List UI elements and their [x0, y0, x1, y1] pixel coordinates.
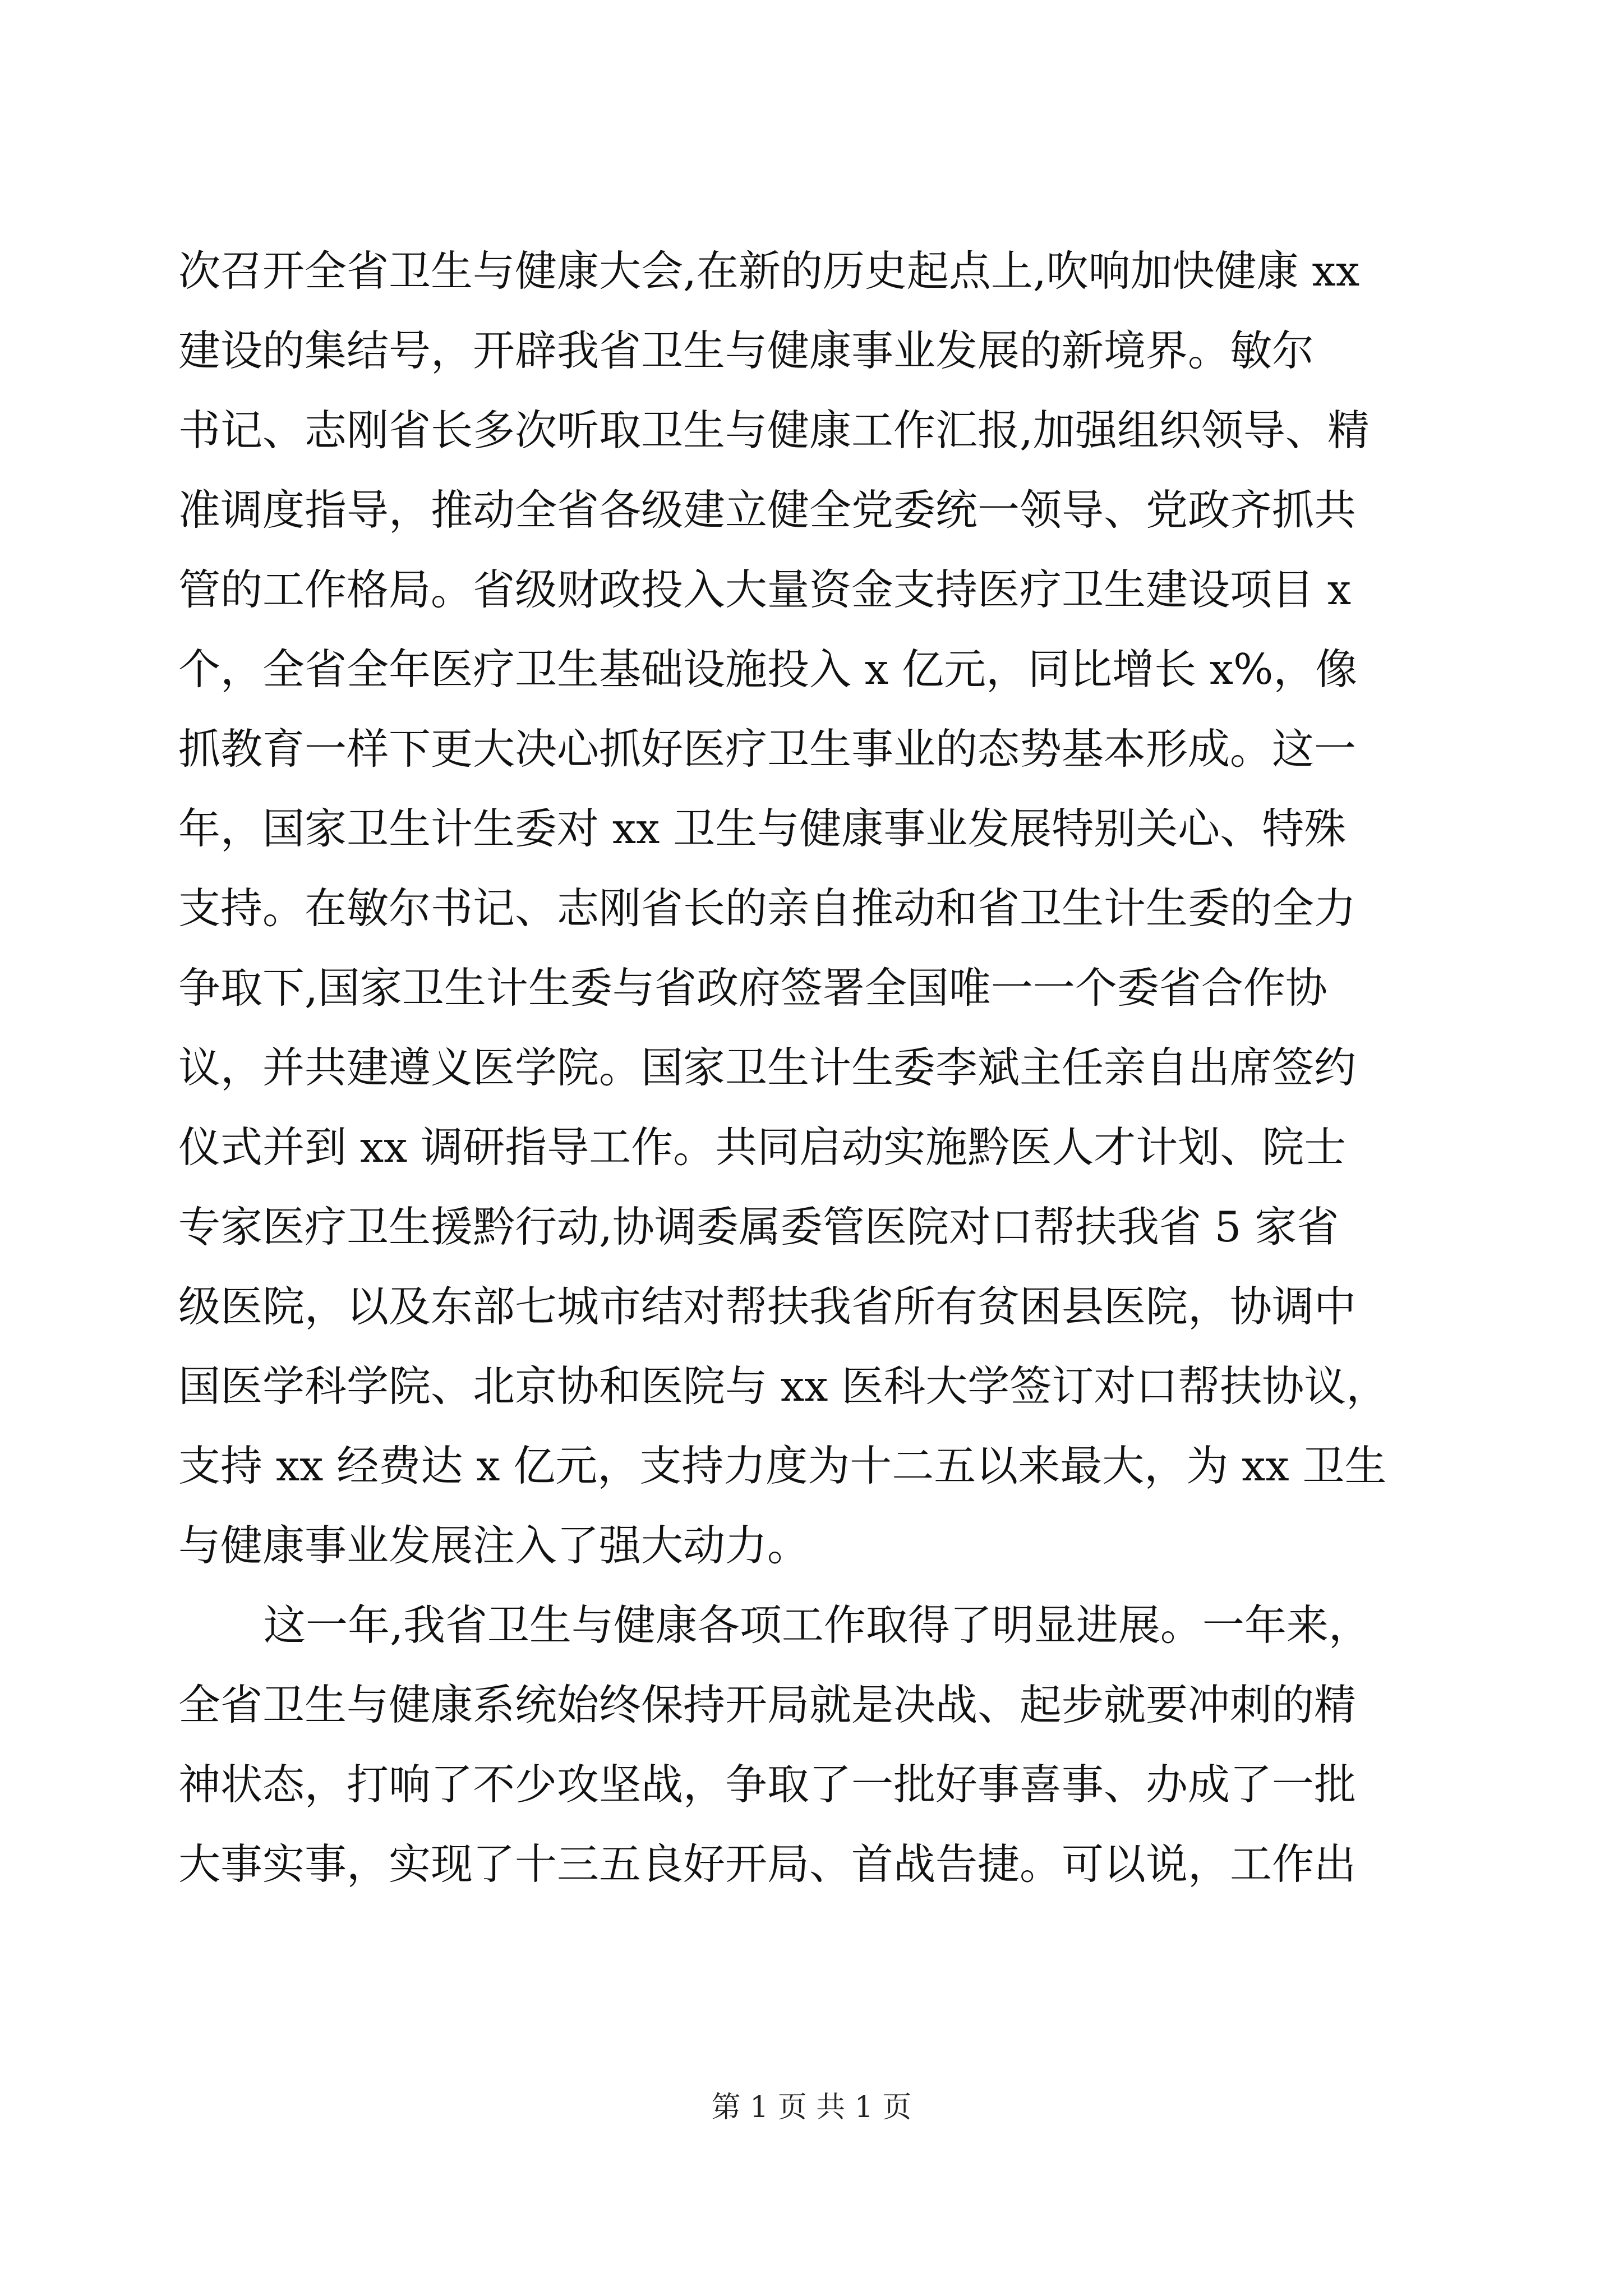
text-line: 年，国家卫生计生委对 xx 卫生与健康事业发展特别关心、特殊 [178, 804, 1347, 853]
page-footer: 第 1 页 共 1 页 [711, 2091, 912, 2124]
text-line: 全省卫生与健康系统始终保持开局就是决战、起步就要冲刺的精 [178, 1680, 1357, 1729]
text-line: 国医学科学院、北京协和医院与 xx 医科大学签订对口帮扶协议， [178, 1361, 1389, 1411]
text-line: 级医院，以及东部七城市结对帮扶我省所有贫困县医院，协调中 [178, 1282, 1357, 1331]
text-line: 仪式并到 xx 调研指导工作。共同启动实施黔医人才计划、院士 [178, 1122, 1347, 1172]
text-line: 支持。在敏尔书记、志刚省长的亲自推动和省卫生计生委的全力 [178, 884, 1357, 933]
text-line: 支持 xx 经费达 x 亿元，支持力度为十二五以来最大，为 xx 卫生 [178, 1441, 1387, 1490]
text-line: 建设的集结号，开辟我省卫生与健康事业发展的新境界。敏尔 [178, 326, 1315, 375]
paragraph-start-line: 这一年,我省卫生与健康各项工作取得了明显进展。一年来， [264, 1600, 1371, 1650]
text-line: 书记、志刚省长多次听取卫生与健康工作汇报,加强组织领导、精 [178, 406, 1370, 455]
text-line: 专家医疗卫生援黔行动,协调委属委管医院对口帮扶我省 5 家省 [178, 1202, 1339, 1251]
body-text [178, 231, 1451, 1904]
text-line: 个，全省全年医疗卫生基础设施投入 x 亿元，同比增长 x%，像 [178, 645, 1358, 694]
text-line: 神状态，打响了不少攻坚战，争取了一批好事喜事、办成了一批 [178, 1760, 1357, 1809]
text-line: 抓教育一样下更大决心抓好医疗卫生事业的态势基本形成。这一 [178, 724, 1357, 774]
text-line: 大事实事，实现了十三五良好开局、首战告捷。可以说，工作出 [178, 1839, 1357, 1889]
text-line: 争取下,国家卫生计生委与省政府签署全国唯一一个委省合作协 [178, 963, 1327, 1013]
text-line: 与健康事业发展注入了强大动力。 [178, 1521, 810, 1570]
text-line: 次召开全省卫生与健康大会,在新的历史起点上,吹响加快健康 xx [178, 246, 1360, 296]
text-line: 议，并共建遵义医学院。国家卫生计生委李斌主任亲自出席签约 [178, 1043, 1357, 1092]
text-line: 管的工作格局。省级财政投入大量资金支持医疗卫生建设项目 x [178, 565, 1352, 614]
text-line: 准调度指导，推动全省各级建立健全党委统一领导、党政齐抓共 [178, 485, 1357, 535]
